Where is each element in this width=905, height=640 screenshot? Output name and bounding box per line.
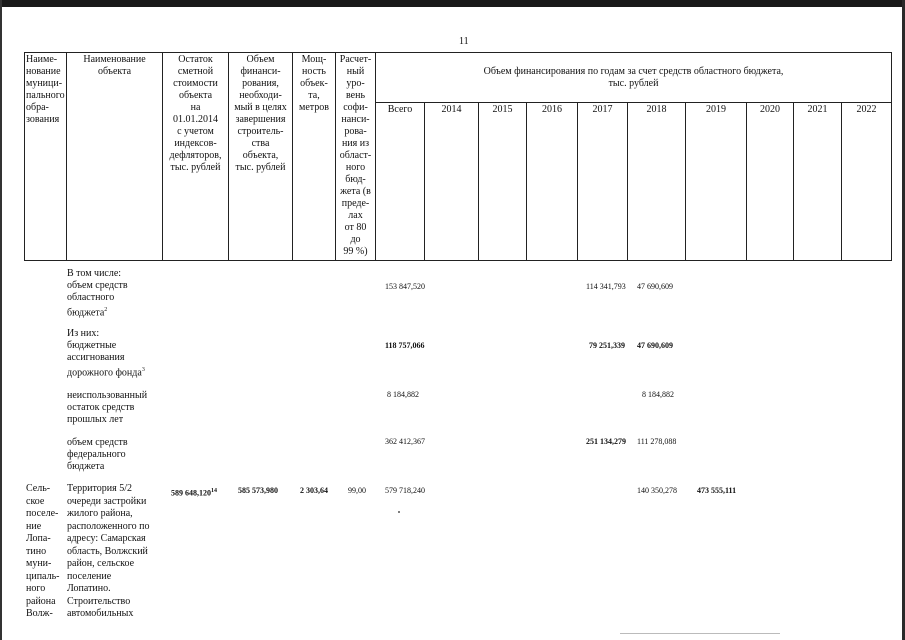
lopatino-2019: 473 555,111 xyxy=(697,486,737,495)
lopatino-2018: 140 350,278 xyxy=(637,486,677,495)
header-capacity: Мощ- ность объек- та, метров xyxy=(293,53,336,261)
header-municipality: Наиме- нование муници- пального обра- зования xyxy=(25,53,67,261)
lopatino-object-name: Территория 5/2 очереди застройки жилого района, расположенного по адресу: Самарская область, Волжский район, сельское поселение Лопатино. Строительство автомобильных xyxy=(67,483,150,619)
lopatino-capacity: 2 303,64 xyxy=(300,486,328,495)
lopatino-funding-needed: 585 573,980 xyxy=(238,486,278,495)
header-year-2017: 2017 xyxy=(578,103,628,261)
federal-budget-2018: 111 278,088 xyxy=(637,437,677,446)
header-year-2018: 2018 xyxy=(628,103,686,261)
header-year-2019: 2019 xyxy=(686,103,747,261)
header-remaining-cost: Остаток сметной стоимости объекта на 01.01.2014 с учетом индексов- дефляторов, тыс. рублей xyxy=(163,53,229,261)
header-year-total: Всего xyxy=(376,103,425,261)
unused-balance-2018: 8 184,882 xyxy=(642,390,674,399)
footnote-marker: 2 xyxy=(104,307,108,313)
header-year-2020: 2020 xyxy=(747,103,794,261)
header-year-2015: 2015 xyxy=(479,103,527,261)
header-object: Наименование объекта xyxy=(67,53,163,261)
page-number: 11 xyxy=(459,36,469,47)
footnote-marker: 3 xyxy=(141,367,145,373)
scan-border-top xyxy=(0,0,905,7)
road-fund-total: 118 757,066 xyxy=(385,341,425,350)
lopatino-cofinancing-level: 99,00 xyxy=(348,486,366,495)
header-year-2021: 2021 xyxy=(794,103,842,261)
regional-budget-2017: 114 341,793 xyxy=(586,282,626,291)
row-unused-balance-label: неиспользованный остаток средств прошлых лет xyxy=(67,390,148,425)
lopatino-remaining-cost: 589 648,120$^{14}$ xyxy=(171,488,217,498)
header-funding-needed: Объем финанси- рования, необходи- мый в целях завершения строитель- ства объекта, тыс. рублей xyxy=(229,53,293,261)
row-regional-budget-label: В том числе: объем средств областного бюджета$^2$ xyxy=(67,268,128,319)
regional-budget-2018: 47 690,609 xyxy=(637,282,673,291)
header-year-2022: 2022 xyxy=(842,103,892,261)
federal-budget-2017: 251 134,279 xyxy=(586,437,626,446)
lopatino-municipality: Сель- ское поселе- ние Лопа- тино муни- ципаль- ного района Волж- xyxy=(26,483,60,619)
header-year-2016: 2016 xyxy=(527,103,578,261)
funding-table-header xyxy=(24,52,892,261)
scan-border-left xyxy=(0,0,2,640)
scan-speck xyxy=(398,511,400,513)
federal-budget-total: 362 412,367 xyxy=(385,437,425,446)
unused-balance-total: 8 184,882 xyxy=(387,390,419,399)
header-funding-by-year: Объем финансирования по годам за счет средств областного бюджета, тыс. рублей xyxy=(376,53,892,103)
header-cofinancing-level: Расчет- ный уро- вень софи- нанси- рова- ния из област- ного бюд- жета (в преде- лах от 80 до 99 %) xyxy=(336,53,376,261)
road-fund-2017: 79 251,339 xyxy=(589,341,625,350)
header-year-2014: 2014 xyxy=(425,103,479,261)
regional-budget-total: 153 847,520 xyxy=(385,282,425,291)
lopatino-total: 579 718,240 xyxy=(385,486,425,495)
row-federal-budget-label: объем средств федерального бюджета xyxy=(67,437,128,472)
road-fund-2018: 47 690,609 xyxy=(637,341,673,350)
scan-artifact-line xyxy=(620,633,780,634)
row-road-fund-label: Из них: бюджетные ассигнования дорожного фонда$^3$ xyxy=(67,328,145,379)
